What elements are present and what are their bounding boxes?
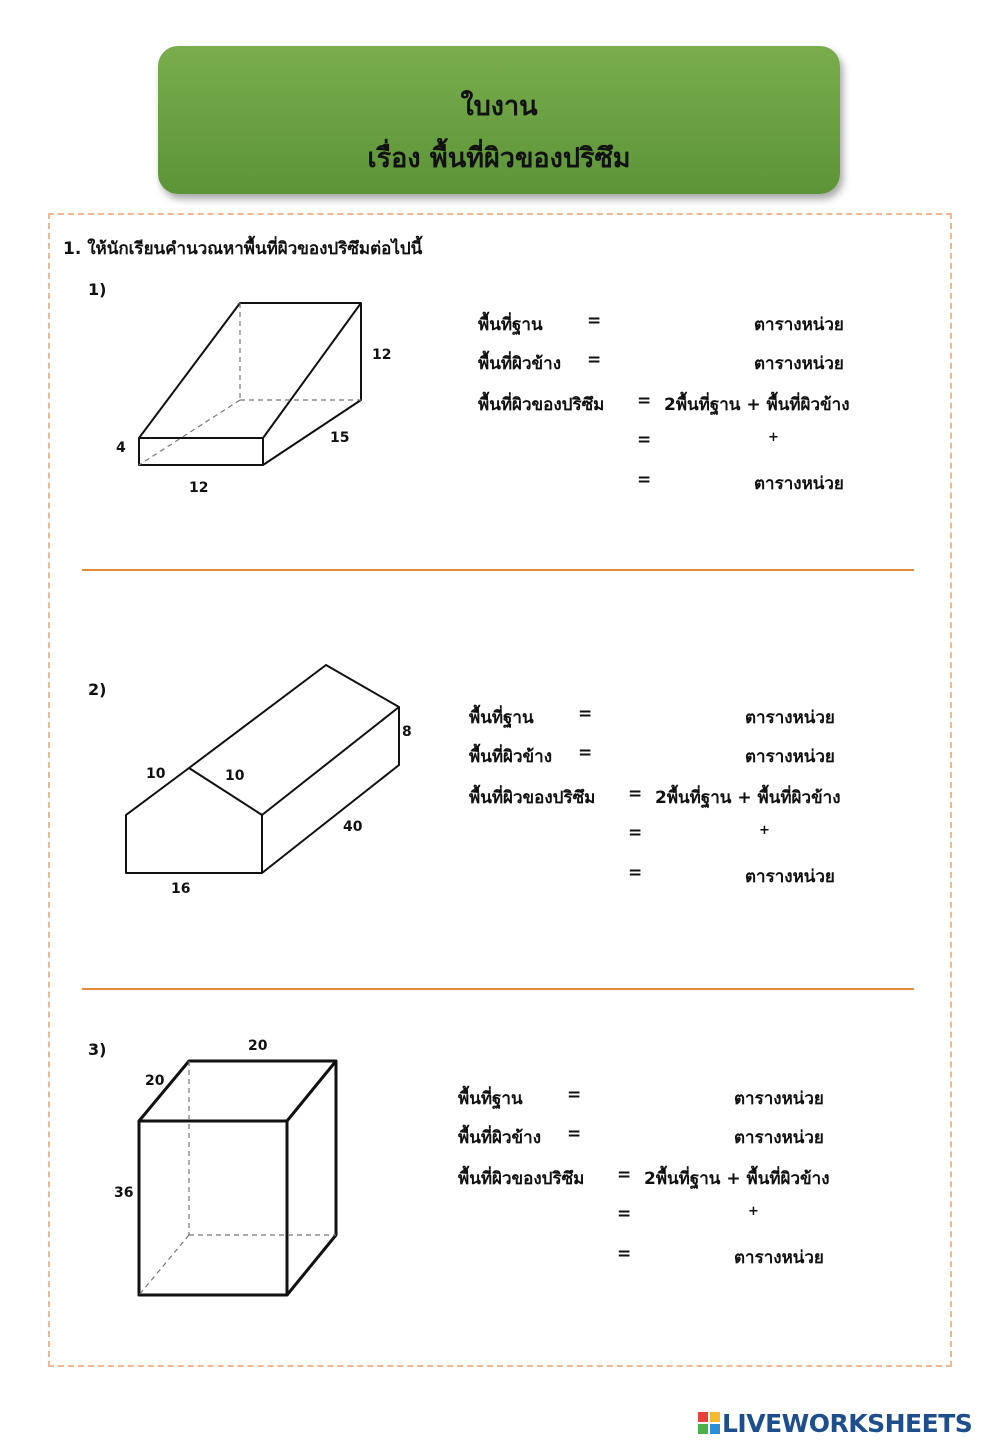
worksheet-subtitle: เรื่อง พื้นที่ผิวของปริซึม [367,143,631,174]
box-front-face [139,1121,287,1295]
dim-height-label: 12 [372,347,392,363]
problem-3-number: 3) [88,1040,107,1059]
dim-side-label: 8 [402,724,412,740]
p1-equals-sign: = [587,311,602,331]
p2-unit-label: ตารางหน่วย [745,747,835,767]
problem-2-number: 2) [88,680,107,699]
box-hidden-diagonal [139,1235,189,1295]
logo-square-1 [698,1412,708,1422]
p1-plus-sign: + [768,430,779,445]
p1-unit-label: ตารางหน่วย [754,474,844,494]
instruction-text: 1. ให้นักเรียนคำนวณหาพื้นที่ผิวของปริซึมต่อไปนี้ [63,239,423,259]
p3-equals-sign: = [617,1204,632,1224]
p1-equals-sign: = [587,350,602,370]
p1-equals-sign: = [637,430,652,450]
dim-height-label: 36 [114,1185,134,1201]
p1-surface-area-label: พื้นที่ผิวของปริซึม [478,395,605,415]
liveworksheets-logo-icon [698,1412,720,1434]
dim-side-label: 4 [116,440,126,456]
p2-surface-area-label: พื้นที่ผิวของปริซึม [469,788,596,808]
dim-roof-left-label: 10 [146,766,166,782]
p3-unit-label: ตารางหน่วย [734,1128,824,1148]
p1-unit-label: ตารางหน่วย [754,354,844,374]
dim-base-label: 12 [189,480,209,496]
p2-lateral-area-label: พื้นที่ผิวข้าง [469,747,553,767]
p3-equals-sign: = [617,1244,632,1264]
box-top-edges [139,1061,336,1121]
dim-depth-label: 20 [145,1073,165,1089]
p3-surface-area-label: พื้นที่ผิวของปริซึม [458,1169,585,1189]
p3-unit-label: ตารางหน่วย [734,1089,824,1109]
p1-lateral-area-label: พื้นที่ผิวข้าง [478,354,562,374]
worksheet-title: ใบงาน [460,91,538,122]
p2-formula: 2พื้นที่ฐาน + พื้นที่ผิวข้าง [655,788,841,808]
p3-lateral-area-label: พื้นที่ผิวข้าง [458,1128,542,1148]
logo-square-2 [710,1412,720,1422]
p3-equals-sign: = [617,1165,632,1185]
p3-base-area-label: พื้นที่ฐาน [458,1089,523,1109]
dim-roof-right-label: 10 [225,768,245,784]
problem-1-number: 1) [88,280,107,299]
p2-unit-label: ตารางหน่วย [745,708,835,728]
liveworksheets-brand: LIVEWORKSHEETS [722,1409,973,1438]
p2-equals-sign: = [578,743,593,763]
p2-equals-sign: = [578,704,593,724]
box-right-edges [287,1061,336,1295]
p1-equals-sign: = [637,391,652,411]
dim-length-label: 40 [343,819,363,835]
p1-unit-label: ตารางหน่วย [754,315,844,335]
p2-unit-label: ตารางหน่วย [745,867,835,887]
p1-equals-sign: = [637,470,652,490]
p3-equals-sign: = [567,1085,582,1105]
p2-equals-sign: = [628,863,643,883]
p2-equals-sign: = [628,823,643,843]
dim-depth-label: 15 [330,430,350,446]
p3-equals-sign: = [567,1124,582,1144]
p1-base-area-label: พื้นที่ฐาน [478,315,543,335]
dim-top-label: 20 [248,1038,268,1054]
p1-formula: 2พื้นที่ฐาน + พื้นที่ผิวข้าง [664,395,850,415]
p3-unit-label: ตารางหน่วย [734,1248,824,1268]
p3-plus-sign: + [748,1204,759,1219]
dim-base-label: 16 [171,881,191,897]
p2-base-area-label: พื้นที่ฐาน [469,708,534,728]
p2-equals-sign: = [628,784,643,804]
p3-formula: 2พื้นที่ฐาน + พื้นที่ผิวข้าง [644,1169,830,1189]
p2-plus-sign: + [759,823,770,838]
logo-square-4 [710,1424,720,1434]
logo-square-3 [698,1424,708,1434]
